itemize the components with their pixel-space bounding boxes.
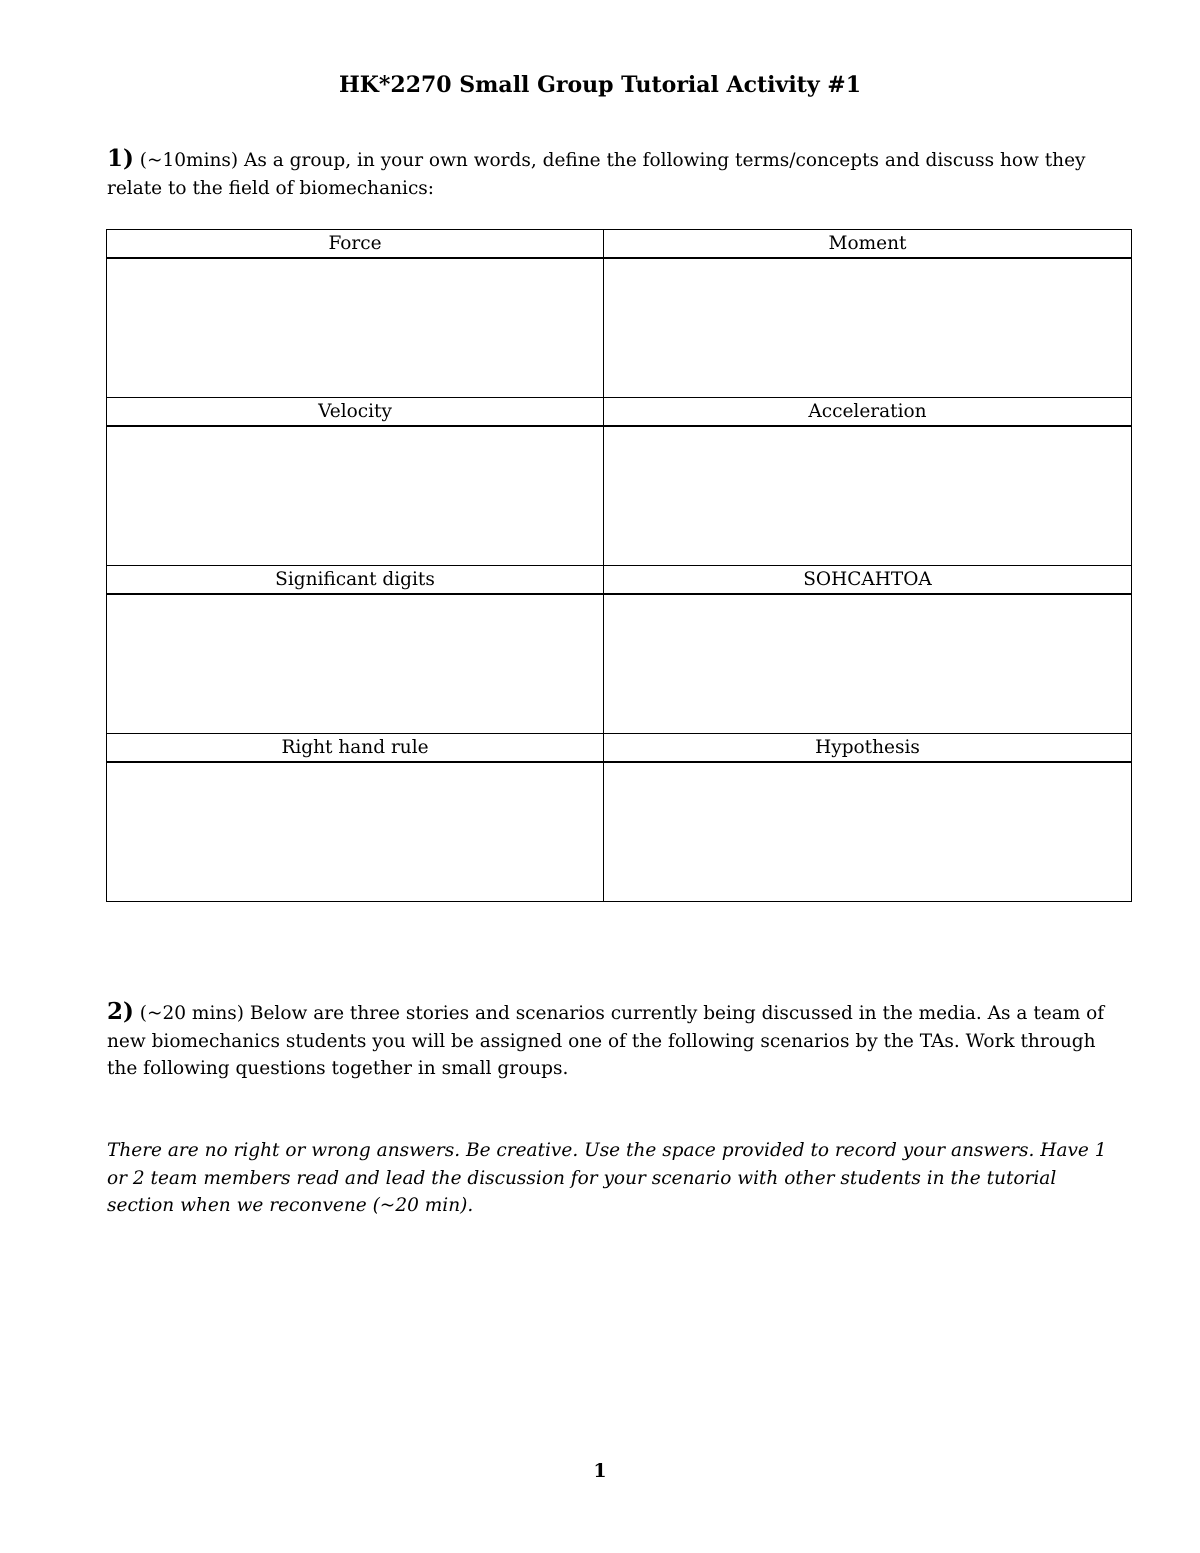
terms-header-row: [107, 566, 1132, 595]
answer-cell[interactable]: [604, 426, 1132, 566]
term-cell: Velocity: [107, 398, 604, 427]
answer-row: [107, 594, 1132, 734]
answer-cell[interactable]: [107, 258, 604, 398]
answer-row: [107, 426, 1132, 566]
answer-row: [107, 762, 1132, 902]
answer-cell[interactable]: [107, 762, 604, 902]
answer-cell[interactable]: [107, 426, 604, 566]
question-2: [107, 998, 1107, 1083]
answer-cell[interactable]: [107, 594, 604, 734]
terms-header-row: [107, 230, 1132, 259]
term-cell: Force: [107, 230, 604, 259]
question-2-number: 2): [107, 998, 134, 1025]
terms-header-row: [107, 398, 1132, 427]
term-cell: SOHCAHTOA: [604, 566, 1132, 595]
page-title: HK*2270 Small Group Tutorial Activity #1: [338, 72, 862, 98]
answer-row: [107, 258, 1132, 398]
term-cell: Hypothesis: [604, 734, 1132, 763]
term-cell: Significant digits: [107, 566, 604, 595]
terms-table: [106, 229, 1132, 902]
question-1-text: (~10mins) As a group, in your own words, define the following terms/concepts and discuss how they relate to the field of biomechanics:: [107, 150, 1086, 199]
answer-cell[interactable]: [604, 762, 1132, 902]
page-number: 1: [593, 1460, 607, 1482]
question-2-text: (~20 mins) Below are three stories and scenarios currently being discussed in the media. As a team of new biomechanics students you will be assigned one of the following scenarios by the TAs. Work through the following questions together in small groups.: [107, 1003, 1105, 1079]
answer-cell[interactable]: [604, 258, 1132, 398]
question-1: [107, 145, 1107, 202]
terms-header-row: [107, 734, 1132, 763]
answer-cell[interactable]: [604, 594, 1132, 734]
term-cell: Right hand rule: [107, 734, 604, 763]
instructions-note: There are no right or wrong answers. Be creative. Use the space provided to record your answers. Have 1 or 2 team members read and lead the discussion for your scenario with other students in the tutorial section when we reconvene (~20 min).: [107, 1140, 1107, 1216]
question-1-number: 1): [107, 145, 134, 172]
term-cell: Moment: [604, 230, 1132, 259]
term-cell: Acceleration: [604, 398, 1132, 427]
